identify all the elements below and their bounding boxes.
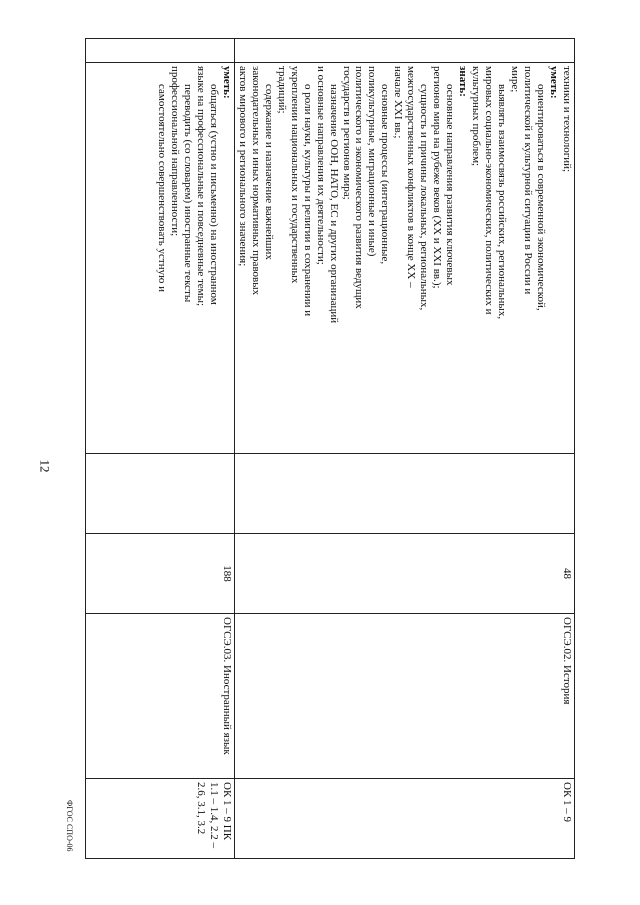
requirement-line: поликультурные, миграционные и иные) bbox=[366, 66, 379, 257]
requirement-line: государств и регионов мира; bbox=[340, 66, 353, 200]
requirement-line: ориентироваться в современной экономической, bbox=[535, 84, 548, 311]
requirement-line: основные процессы (интеграционные, bbox=[379, 84, 392, 265]
requirement-line: выявлять взаимосвязь российских, региональных, bbox=[496, 84, 509, 320]
requirements-cell bbox=[234, 63, 574, 454]
hours-required-cell: 48 bbox=[234, 534, 574, 614]
requirement-line: политической и культурной ситуации в России и bbox=[522, 66, 535, 295]
hours-max-cell bbox=[86, 454, 235, 534]
requirement-line: культурных проблем; bbox=[470, 66, 483, 167]
requirement-line: регионов мира на рубеже веков (XX и XXI вв.); bbox=[431, 66, 444, 289]
requirement-line: укреплении национальных и государственных bbox=[288, 66, 301, 284]
requirement-line: о роли науки, культуры и религии в сохранении и bbox=[301, 84, 314, 317]
discipline-cell: ОГСЭ.03. Иностранный язык bbox=[86, 614, 235, 779]
requirements-cell bbox=[86, 63, 235, 454]
requirement-line: начале XXI вв.; bbox=[392, 66, 405, 139]
requirement-line: и основные направления их деятельности; bbox=[314, 66, 327, 265]
hours-required-cell: 188 bbox=[86, 534, 235, 614]
requirement-line: сущность и причины локальных, региональных, bbox=[418, 84, 431, 311]
requirement-line: законодательных и иных нормативных правовых bbox=[249, 66, 262, 296]
discipline-cell: ОГСЭ.02. История bbox=[234, 614, 574, 779]
requirement-line: уметь: bbox=[220, 66, 233, 99]
requirement-line: знать: bbox=[457, 66, 470, 97]
competencies-cell: ОК 1 – 9 bbox=[234, 779, 574, 859]
requirement-line: техники и технологий; bbox=[561, 66, 573, 173]
requirement-line: актов мирового и регионального значения; bbox=[236, 66, 249, 267]
requirement-line: переводить (со словарем) иностранные тексты bbox=[181, 84, 194, 303]
page-number: 12 bbox=[37, 459, 53, 473]
requirement-line: профессиональной направленности; bbox=[168, 66, 181, 237]
requirement-line: основные направления развития ключевых bbox=[444, 84, 457, 286]
requirement-line: содержание и назначение важнейших bbox=[262, 84, 275, 260]
requirement-line: самостоятельно совершенствовать устную и bbox=[155, 84, 168, 292]
requirement-line: мировых социально-экономических, политических и bbox=[483, 66, 496, 315]
requirement-line: политического и экономического развития ведущих bbox=[353, 66, 366, 309]
footer-code: ФГОС СПО-06 bbox=[65, 800, 74, 852]
curriculum-table-wrapper bbox=[85, 38, 575, 858]
table-row bbox=[86, 39, 235, 859]
table-row bbox=[234, 39, 574, 859]
hours-max-cell bbox=[234, 454, 574, 534]
requirement-line: общаться (устно и письменно) на иностранном bbox=[207, 84, 220, 305]
index-cell bbox=[234, 39, 574, 63]
requirement-line: мире; bbox=[509, 66, 522, 93]
requirement-line: назначение ООН, НАТО, ЕС и других организаций bbox=[327, 84, 340, 324]
requirement-line: уметь: bbox=[548, 66, 561, 99]
index-cell bbox=[86, 39, 235, 63]
competencies-cell: ОК 1 – 9 ПК 1.1 – 1.4, 2.2 – 2.6, 3.1, 3.2 bbox=[86, 779, 235, 859]
requirement-line: языке на профессиональные и повседневные темы; bbox=[194, 66, 207, 307]
requirement-line: межгосударственных конфликтов в конце XX – bbox=[405, 66, 418, 288]
curriculum-table bbox=[85, 38, 575, 859]
requirement-line: традиций; bbox=[275, 66, 288, 114]
